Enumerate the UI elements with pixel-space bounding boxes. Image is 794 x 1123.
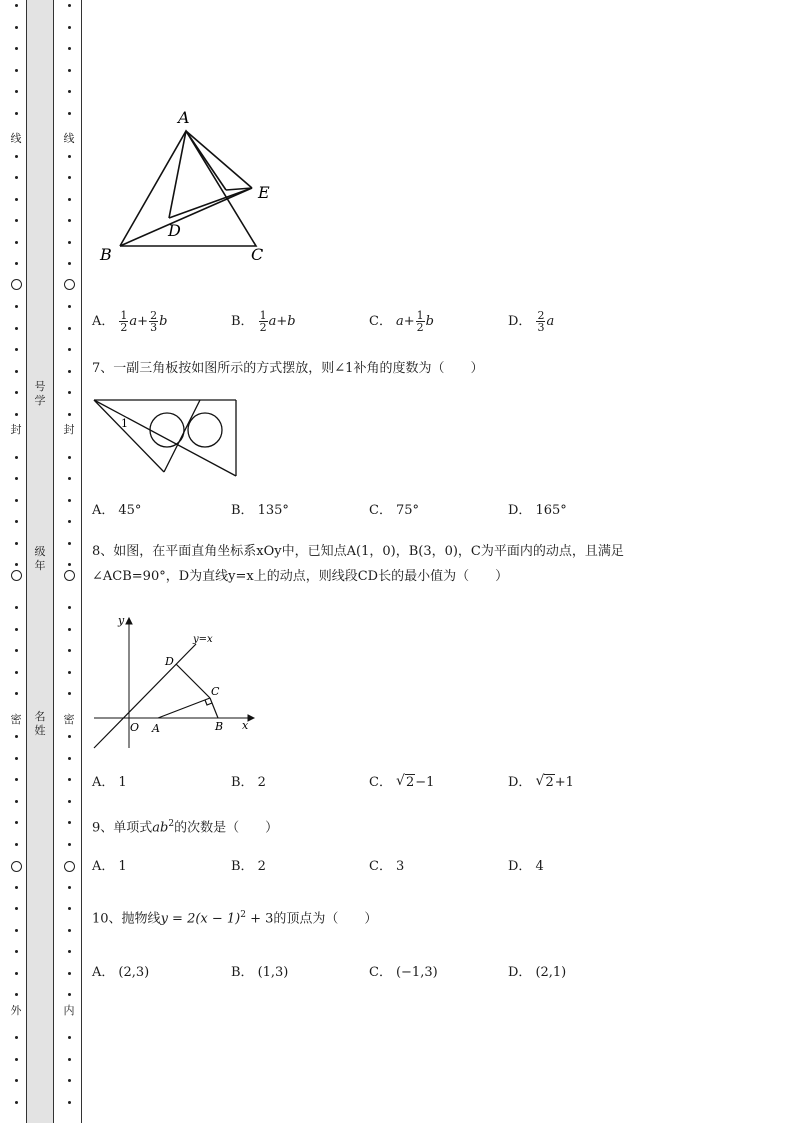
- cut-line-dot: [15, 972, 18, 975]
- cut-line-dot: [68, 4, 71, 7]
- cut-line-dot: [68, 649, 71, 652]
- cut-line-dot: [15, 90, 18, 93]
- label-b: B: [100, 245, 112, 264]
- cut-line-dot: [15, 112, 18, 115]
- name-field-label: 名 姓: [34, 710, 46, 737]
- cut-line-dot: [68, 671, 71, 674]
- cut-line-dot: [68, 241, 71, 244]
- label-o: O: [130, 721, 140, 734]
- cut-line-dot: [68, 456, 71, 459]
- cut-line-dot: [68, 198, 71, 201]
- segment-ac: [158, 698, 210, 718]
- angle-1-label: 1: [121, 417, 128, 430]
- cut-line-dot: [15, 219, 18, 222]
- outer-label-xian: 线: [10, 132, 22, 145]
- cut-line-dot: [68, 348, 71, 351]
- cut-line-dot: [15, 327, 18, 330]
- cut-line-dot: [15, 4, 18, 7]
- cut-line-dot: [15, 370, 18, 373]
- outer-circle-mark: [11, 279, 22, 290]
- q10-option-b[interactable]: B． (1,3): [231, 965, 289, 980]
- q9-option-a[interactable]: A． 1: [92, 859, 127, 874]
- label-line: y=x: [193, 634, 213, 645]
- label-d: D: [165, 655, 174, 668]
- cut-line-dot: [68, 477, 71, 480]
- label-a: A: [178, 108, 190, 127]
- cut-line-dot: [68, 219, 71, 222]
- outer-label-wai: 外: [10, 1004, 22, 1017]
- cut-line-dot: [68, 413, 71, 416]
- cut-line-dot: [15, 950, 18, 953]
- left-triangle-hypotenuse: [94, 400, 164, 472]
- label-c: C: [211, 685, 220, 698]
- cut-line-dot: [15, 1101, 18, 1104]
- inner-circle-mark: [64, 570, 75, 581]
- segment-cb: [210, 698, 218, 718]
- cut-line-dot: [68, 821, 71, 824]
- label-e: E: [258, 183, 270, 202]
- cut-line-dot: [15, 69, 18, 72]
- inner-label-xian: 线: [63, 132, 75, 145]
- q10-stem: 10、抛物线$y = 2(x - 1)^2 + 3$的顶点为（ ）: [92, 910, 378, 927]
- cut-line-dot: [68, 950, 71, 953]
- cut-line-dot: [68, 757, 71, 760]
- cut-line-dot: [15, 671, 18, 674]
- cut-line-dot: [15, 241, 18, 244]
- cut-line-dot: [15, 1036, 18, 1039]
- q8-stem-line2: ∠ACB=90°，D为直线y=x上的动点，则线段CD长的最小值为（ ）: [92, 569, 509, 584]
- inner-label-mi: 密: [63, 713, 75, 726]
- q7-option-a[interactable]: A． 45°: [92, 503, 142, 518]
- segment-dc: [176, 664, 210, 698]
- cut-line-dot: [68, 26, 71, 29]
- cut-line-dot: [68, 327, 71, 330]
- cut-line-dot: [68, 692, 71, 695]
- cut-line-dot: [15, 499, 18, 502]
- q10-option-a[interactable]: A． (2,3): [92, 965, 150, 980]
- q9-stem: 9、单项式$ab^2$的次数是（ ）: [92, 819, 279, 836]
- cut-line-dot: [68, 69, 71, 72]
- cut-line-dot: [15, 757, 18, 760]
- cut-line-dot: [68, 628, 71, 631]
- cut-line-dot: [68, 370, 71, 373]
- cut-line-dot: [15, 907, 18, 910]
- cut-line-dot: [68, 1058, 71, 1061]
- cut-line-dot: [68, 1036, 71, 1039]
- label-d: D: [168, 221, 181, 240]
- q6-option-c[interactable]: C． a+ $\frac{1}{2}$ b: [369, 309, 434, 334]
- q9-option-c[interactable]: C． 3: [369, 859, 405, 874]
- label-x: x: [242, 719, 249, 732]
- cut-line-dot: [15, 735, 18, 738]
- cut-line-dot: [15, 1058, 18, 1061]
- right-triangle-hypotenuse: [94, 400, 236, 476]
- outer-label-mi: 密: [10, 713, 22, 726]
- cut-line-dot: [15, 391, 18, 394]
- cut-line-dot: [68, 843, 71, 846]
- q8-option-d[interactable]: D． √ 2+1: [508, 773, 574, 790]
- cut-line-dot: [15, 929, 18, 932]
- cut-line-dot: [15, 520, 18, 523]
- inner-dotted-cut-line: [61, 0, 77, 1123]
- cut-line-dot: [68, 1101, 71, 1104]
- cut-line-dot: [15, 348, 18, 351]
- label-y: y: [118, 614, 125, 627]
- cut-line-dot: [15, 262, 18, 265]
- q6-option-d[interactable]: D． $\frac{2}{3}$ a: [508, 309, 555, 334]
- q8-option-b[interactable]: B． 2: [231, 775, 266, 790]
- cut-line-dot: [68, 993, 71, 996]
- outer-label-feng: 封: [10, 423, 22, 436]
- q7-option-b[interactable]: B． 135°: [231, 503, 289, 518]
- cut-line-dot: [68, 47, 71, 50]
- cut-line-dot: [68, 155, 71, 158]
- q8-option-c[interactable]: C． √ 2−1: [369, 773, 435, 790]
- q8-option-a[interactable]: A． 1: [92, 775, 127, 790]
- q7-set-square-figure: [92, 396, 242, 478]
- cut-line-dot: [15, 563, 18, 566]
- q10-option-c[interactable]: C． (−1,3): [369, 965, 438, 980]
- binding-margin: [0, 0, 82, 1123]
- cut-line-dot: [15, 198, 18, 201]
- cut-line-dot: [68, 907, 71, 910]
- label-b: B: [215, 720, 224, 733]
- cut-line-dot: [15, 456, 18, 459]
- cut-line-dot: [15, 477, 18, 480]
- left-triangle-right-side: [164, 400, 200, 472]
- q8-coordinate-figure: [92, 610, 260, 752]
- cut-line-dot: [15, 176, 18, 179]
- cut-line-dot: [68, 391, 71, 394]
- cut-line-dot: [15, 993, 18, 996]
- cut-line-dot: [15, 26, 18, 29]
- circle-right: [188, 413, 222, 447]
- cut-line-dot: [15, 606, 18, 609]
- cut-line-dot: [68, 800, 71, 803]
- cut-line-dot: [68, 112, 71, 115]
- grade-field-label: 级 年: [34, 545, 46, 572]
- cut-line-dot: [68, 542, 71, 545]
- inner-circle-mark: [64, 861, 75, 872]
- cut-line-dot: [15, 886, 18, 889]
- q10-option-d[interactable]: D． (2,1): [508, 965, 567, 980]
- cut-line-dot: [68, 606, 71, 609]
- x-axis-arrow-icon: [248, 715, 254, 721]
- outer-circle-mark: [11, 570, 22, 581]
- outer-dotted-cut-line: [8, 0, 24, 1123]
- cut-line-dot: [15, 843, 18, 846]
- cut-line-dot: [68, 563, 71, 566]
- circle-left: [150, 413, 184, 447]
- cut-line-dot: [68, 262, 71, 265]
- cut-line-dot: [68, 972, 71, 975]
- cut-line-dot: [68, 929, 71, 932]
- sqrt-icon: √: [395, 773, 405, 789]
- y-axis-arrow-icon: [126, 618, 132, 624]
- cut-line-dot: [15, 778, 18, 781]
- q6-option-a[interactable]: A． $\frac{1}{2}$ a+ $\frac{2}{3}$ b: [92, 309, 168, 334]
- cut-line-dot: [68, 520, 71, 523]
- cut-line-dot: [68, 735, 71, 738]
- cut-line-dot: [15, 305, 18, 308]
- cut-line-dot: [15, 1079, 18, 1082]
- inner-circle-mark: [64, 279, 75, 290]
- q7-option-c[interactable]: C． 75°: [369, 503, 419, 518]
- cut-line-dot: [15, 413, 18, 416]
- cut-line-dot: [68, 778, 71, 781]
- inner-label-nei: 内: [63, 1004, 75, 1017]
- cut-line-dot: [68, 90, 71, 93]
- cut-line-dot: [15, 821, 18, 824]
- sqrt-icon: √: [535, 773, 545, 789]
- line-y-equals-x: [94, 644, 196, 748]
- outer-circle-mark: [11, 861, 22, 872]
- cut-line-dot: [15, 800, 18, 803]
- q7-stem: 7、一副三角板按如图所示的方式摆放，则∠1补角的度数为（ ）: [92, 361, 484, 376]
- cut-line-dot: [15, 628, 18, 631]
- q8-stem-line1: 8、如图，在平面直角坐标系xOy中，已知点A(1，0)，B(3，0)，C为平面内的动点，且满足: [92, 544, 624, 559]
- q6-option-b[interactable]: B． $\frac{1}{2}$ a+b: [231, 309, 296, 334]
- cut-line-dot: [68, 1079, 71, 1082]
- cut-line-dot: [68, 499, 71, 502]
- exam-content: [92, 0, 782, 1123]
- cut-line-dot: [15, 47, 18, 50]
- cut-line-dot: [68, 886, 71, 889]
- cut-line-dot: [15, 649, 18, 652]
- inner-label-feng: 封: [63, 423, 75, 436]
- q9-option-b[interactable]: B． 2: [231, 859, 266, 874]
- q7-option-d[interactable]: D． 165°: [508, 503, 567, 518]
- q9-option-d[interactable]: D． 4: [508, 859, 544, 874]
- student-info-column: [26, 0, 54, 1123]
- cut-line-dot: [68, 305, 71, 308]
- student-number-field-label: 号 学: [34, 380, 46, 407]
- cut-line-dot: [68, 176, 71, 179]
- cut-line-dot: [15, 542, 18, 545]
- label-c: C: [251, 245, 264, 264]
- margin-border-line: [81, 0, 82, 1123]
- label-a: A: [152, 722, 160, 735]
- cut-line-dot: [15, 692, 18, 695]
- cut-line-dot: [15, 155, 18, 158]
